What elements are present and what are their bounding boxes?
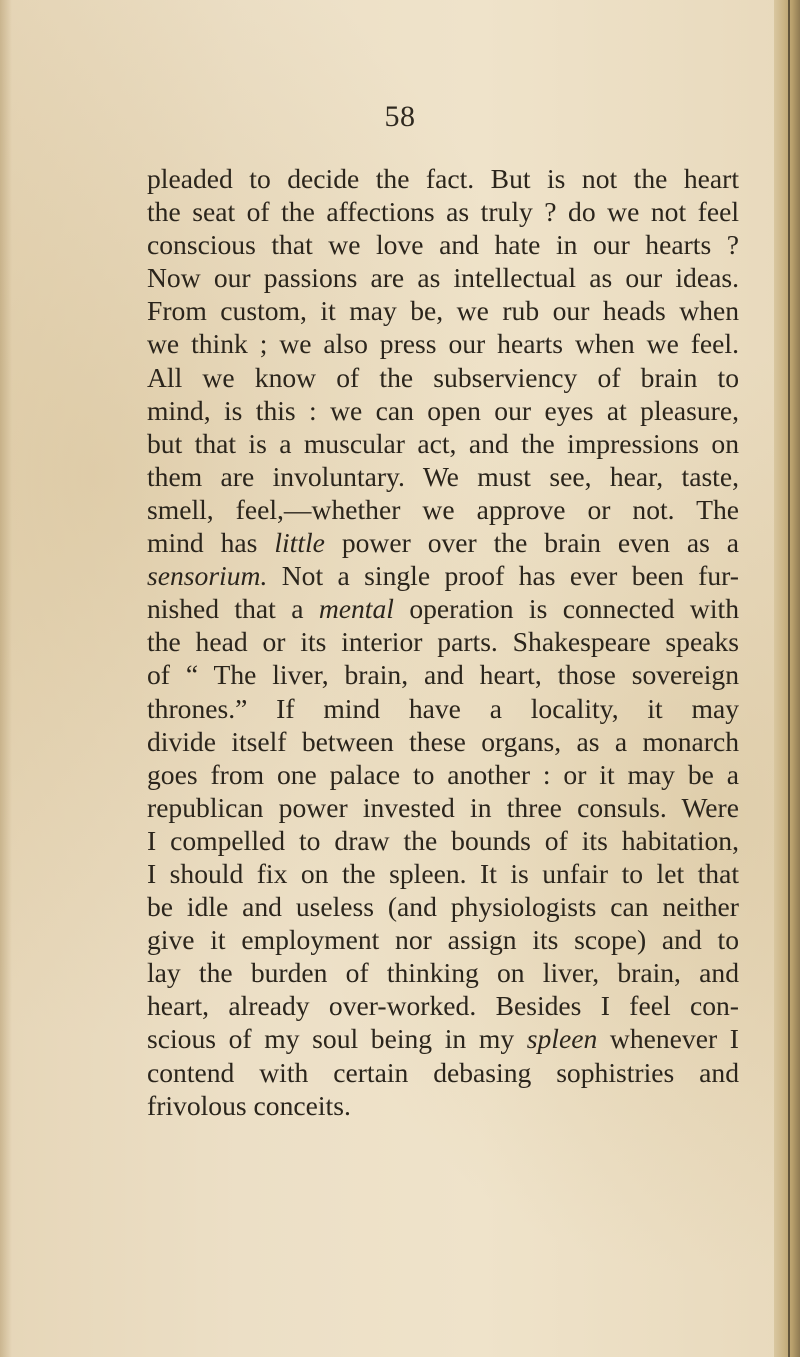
text-line (147, 294, 739, 327)
text-line (147, 857, 739, 890)
text-line (147, 923, 739, 956)
text-segment: All we know of the subserviency of brain to (147, 361, 739, 393)
text-segment: whenever I (597, 1023, 739, 1055)
text-line (147, 692, 739, 725)
italic-text: little (274, 527, 325, 559)
text-segment: scious of my soul being in my (147, 1023, 527, 1055)
text-line (147, 261, 739, 294)
text-line (147, 625, 739, 658)
text-segment: pleaded to decide the fact. But is not the heart (147, 163, 739, 194)
text-segment: goes from one palace to another : or it may be a (147, 758, 739, 790)
text-segment: thrones.” If mind have a locality, it may (147, 692, 739, 724)
text-segment: give it employment nor assign its scope) and to (147, 924, 739, 956)
text-segment: smell, feel,—whether we approve or not. The (147, 493, 739, 525)
text-segment: lay the burden of thinking on liver, brain, and (147, 957, 739, 989)
text-line (147, 559, 739, 592)
italic-text: mental (318, 593, 394, 625)
text-line (147, 228, 739, 261)
text-line (147, 1089, 739, 1122)
text-segment: we think ; we also press our hearts when we feel. (147, 328, 739, 360)
text-segment: Not a single proof has ever been fur- (267, 560, 739, 592)
text-line (147, 592, 739, 625)
text-line (147, 758, 739, 791)
text-segment: republican power invested in three consuls. Were (147, 791, 739, 823)
text-line (147, 824, 739, 857)
text-line (147, 427, 739, 460)
text-segment: conscious that we love and hate in our hearts ? (147, 229, 739, 261)
text-segment: I should fix on the spleen. It is unfair to let that (147, 857, 739, 889)
text-segment: the seat of the affections as truly ? do we not feel (147, 196, 739, 228)
text-segment: operation is connected with (393, 593, 739, 625)
text-line (147, 989, 739, 1022)
text-segment: I compelled to draw the bounds of its habitation, (147, 824, 739, 856)
text-segment: mind, is this : we can open our eyes at pleasure, (147, 394, 739, 426)
italic-text: spleen (526, 1023, 598, 1055)
text-line (147, 890, 739, 923)
text-line (147, 361, 739, 394)
text-line (147, 1056, 739, 1089)
page-number: 58 (384, 100, 416, 133)
text-line (147, 956, 739, 989)
text-line (147, 195, 739, 228)
text-line (147, 791, 739, 824)
text-line (147, 394, 739, 427)
page-edge-rule (788, 0, 790, 1357)
text-line (147, 1022, 739, 1055)
text-segment: frivolous conceits. (147, 1089, 351, 1121)
text-segment: be idle and useless (and physiologists can neither (147, 891, 739, 923)
text-segment: From custom, it may be, we rub our heads when (147, 295, 739, 327)
text-segment: mind has (147, 527, 275, 559)
text-line (147, 725, 739, 758)
text-segment: heart, already over-worked. Besides I feel con- (147, 990, 739, 1022)
page-left-shadow (0, 0, 12, 1357)
page-right-edge (774, 0, 800, 1357)
text-segment: them are involuntary. We must see, hear, taste, (147, 460, 739, 492)
text-segment: Now our passions are as intellectual as our ideas. (147, 262, 739, 294)
text-segment: of “ The liver, brain, and heart, those sovereign (147, 659, 739, 691)
text-segment: but that is a muscular act, and the impressions on (147, 427, 739, 459)
text-segment: contend with certain debasing sophistries and (147, 1056, 739, 1088)
text-line (147, 658, 739, 691)
text-line (147, 327, 739, 360)
text-segment: power over the brain even as a (324, 527, 739, 559)
text-line (147, 460, 739, 493)
body-text (147, 162, 739, 1122)
text-line (147, 162, 739, 195)
text-segment: divide itself between these organs, as a monarch (147, 725, 739, 757)
text-segment: the head or its interior parts. Shakespeare speaks (147, 626, 739, 658)
text-segment: nished that a (147, 593, 319, 625)
italic-text: sensorium. (147, 560, 268, 592)
text-line (147, 493, 739, 526)
text-line (147, 526, 739, 559)
